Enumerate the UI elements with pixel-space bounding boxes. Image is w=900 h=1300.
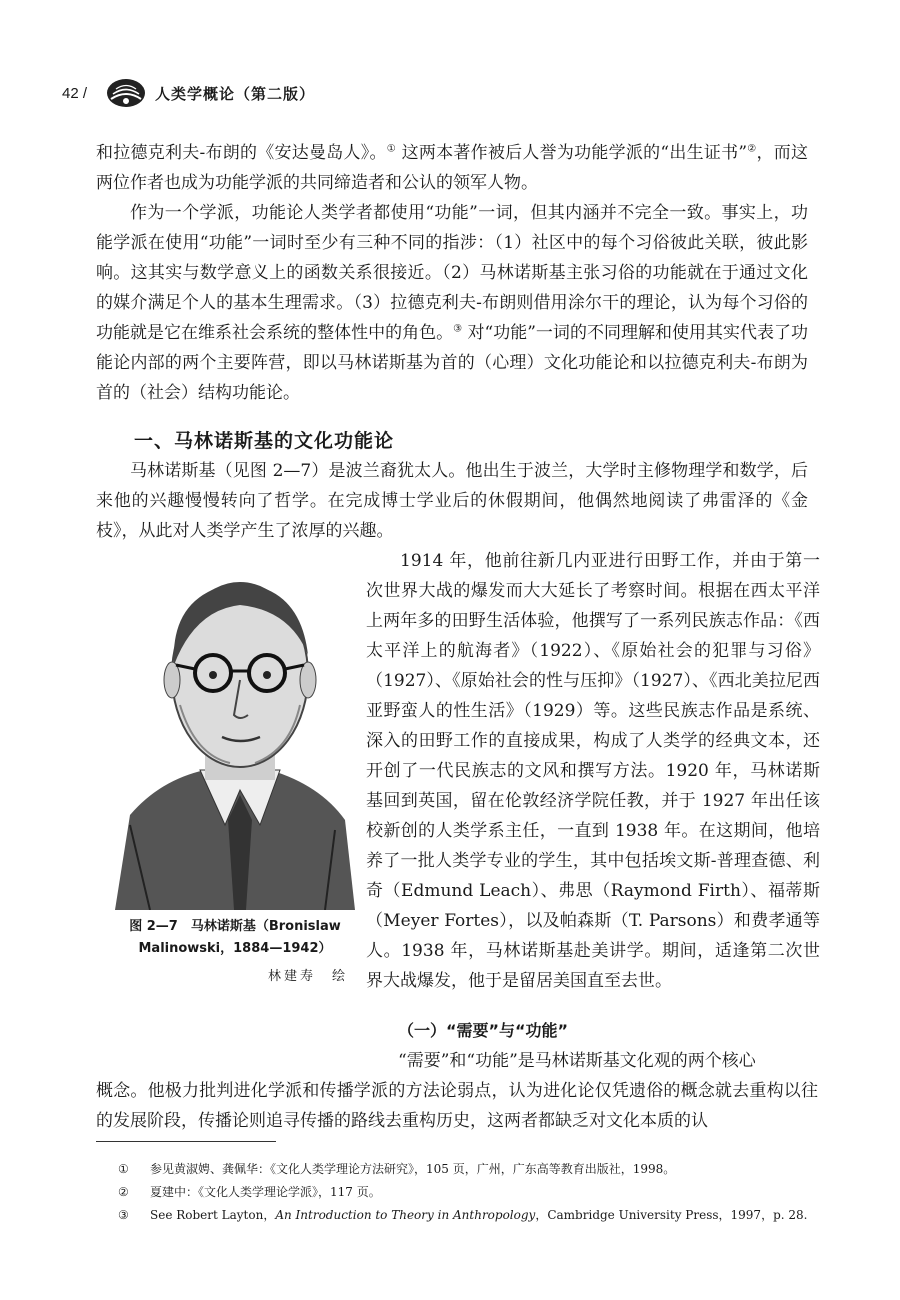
footnote-mark: ② bbox=[118, 1185, 129, 1199]
footnote-text bbox=[150, 1204, 807, 1227]
text-run: ，而这两位作者也成为功能学派的共同缔造者和公认的领军人物。 bbox=[96, 143, 808, 193]
footnote bbox=[118, 1158, 818, 1181]
malinowski-portrait bbox=[110, 555, 360, 910]
figure-caption bbox=[110, 916, 360, 960]
subsection-first-line bbox=[398, 1046, 820, 1076]
paragraph bbox=[96, 138, 808, 198]
footnote-text: 参见黄淑娉、龚佩华：《文化人类学理论方法研究》，105 页，广州，广东高等教育出版社，1998。 bbox=[150, 1162, 676, 1176]
caption-line: 图 2—7 马林诺斯基（Bronislaw bbox=[129, 919, 341, 934]
footnote-ref: ① bbox=[386, 143, 396, 155]
page-number: 42 / bbox=[62, 84, 88, 102]
citation-publisher: ，Cambridge University Press，1997，p. 28. bbox=[535, 1208, 808, 1222]
footnote-ref: ② bbox=[747, 143, 757, 155]
text-run: 这两本著作被后人誉为功能学派的“出生证书” bbox=[395, 143, 748, 163]
paragraph-line: “需要”和“功能”是马林诺斯基文化观的两个核心 bbox=[398, 1051, 756, 1071]
subsection-block bbox=[96, 1076, 818, 1136]
footnote bbox=[118, 1204, 818, 1227]
citation-author: See Robert Layton， bbox=[150, 1208, 276, 1222]
section-intro-block bbox=[96, 456, 808, 546]
book-title: 人类学概论（第二版） bbox=[155, 84, 316, 103]
intro-block bbox=[96, 138, 808, 408]
text-run: 对“功能”一词的不同理解和使用其实代表了功能论内部的两个主要阵营，即以马林诺斯基为首的（心理）文化功能论和以拉德克利夫-布朗为首的（社会）结构功能论。 bbox=[96, 323, 809, 403]
publisher-logo-icon bbox=[105, 77, 147, 109]
footnote-mark: ① bbox=[118, 1162, 129, 1176]
text-run: 作为一个学派，功能论人类学者都使用“功能”一词，但其内涵并不完全一致。事实上，功能学派在使用“功能”一词时至少有三种不同的指涉：（1）社区中的每个习俗彼此关联，彼此影响。这其实与数学意义上的函数关系很接近。（2）马林诺斯基主张习俗的功能就在于通过文化的媒介满足个人的基本生理需求。（3）拉德克利夫-布朗则借用涂尔干的理论，认为每个习俗的功能就是它在维系社会系统的整体性中的角色。 bbox=[96, 203, 808, 343]
footnote bbox=[118, 1181, 818, 1204]
paragraph: 马林诺斯基（见图 2—7）是波兰裔犹太人。他出生于波兰，大学时主修物理学和数学，后来他的兴趣慢慢转向了哲学。在完成博士学业后的休假期间，他偶然地阅读了弗雷泽的《金枝》，从此对人类学产生了浓厚的兴趣。 bbox=[96, 461, 808, 541]
footnotes bbox=[118, 1158, 818, 1227]
caption-line: Malinowski，1884—1942） bbox=[138, 941, 332, 956]
subsection-heading: （一）“需要”与“功能” bbox=[398, 1021, 569, 1040]
paragraph: 概念。他极力批判进化学派和传播学派的方法论弱点，认为进化论仅凭遗俗的概念就去重构以往的发展阶段，传播论则追寻传播的路线去重构历史，这两者都缺乏对文化本质的认 bbox=[96, 1081, 818, 1131]
footnote-rule bbox=[96, 1141, 276, 1142]
footnote-ref: ③ bbox=[453, 323, 463, 335]
running-header bbox=[62, 76, 315, 110]
section-heading: 一、马林诺斯基的文化功能论 bbox=[134, 430, 395, 452]
paragraph bbox=[96, 198, 808, 408]
paragraph: 1914 年，他前往新几内亚进行田野工作，并由于第一次世界大战的爆发而大大延长了考察时间。根据在西太平洋上两年多的田野生活体验，他撰写了一系列民族志作品：《西太平洋上的航海者》（1922）、《原始社会的犯罪与习俗》（1927）、《原始社会的性与压抑》（1927）、《西北美拉尼西亚野蛮人的性生活》（1929）等。这些民族志作品是系统、深入的田野工作的直接成果，构成了人类学的经典文本，还开创了一代民族志的文风和撰写方法。1920 年，马林诺斯基回到英国，留在伦敦经济学院任教，并于 1927 年出任该校新创的人类学系主任，一直到 1938 年。在这期间，他培养了一批人类学专业的学生，其中包括埃文斯-普理查德、利奇（Edmund Leach）、弗思（Raymond Firth）、福蒂斯（Meyer Fortes），以及帕森斯（T. Parsons）和费孝通等人。1938 年，马林诺斯基赴美讲学。期间，适逢第二次世界大战爆发，他于是留居美国直至去世。 bbox=[366, 551, 820, 991]
footnote-text: 夏建中：《文化人类学理论学派》，117 页。 bbox=[150, 1185, 381, 1199]
text-run: 和拉德克利夫-布朗的《安达曼岛人》。 bbox=[96, 143, 387, 163]
footnote-mark: ③ bbox=[118, 1208, 129, 1222]
right-column-block bbox=[366, 546, 820, 996]
citation-title: An Introduction to Theory in Anthropology bbox=[275, 1208, 536, 1222]
artist-credit: 林建寿 绘 bbox=[268, 969, 349, 984]
